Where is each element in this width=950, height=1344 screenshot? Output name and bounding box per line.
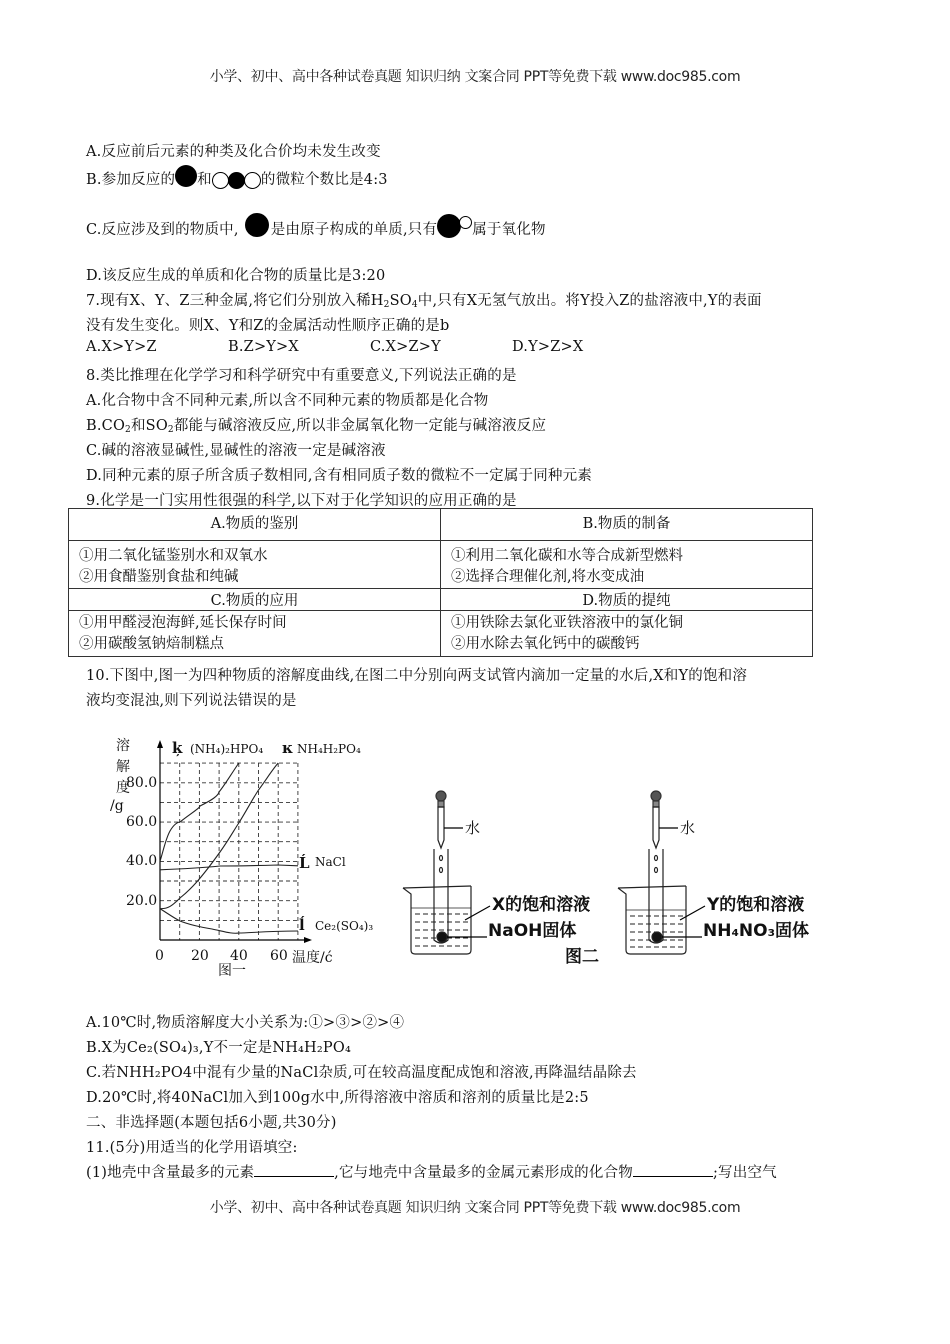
- black-atom-icon: [245, 213, 269, 237]
- q11-p1-text: ,它与地壳中含量最多的金属元素形成的化合物: [334, 1165, 633, 1181]
- q8-option-c: C.碱的溶液显碱性,显碱性的溶液一定是碱溶液: [86, 443, 386, 459]
- y-tick-20: 20.0: [126, 893, 158, 909]
- subscript: 2: [167, 425, 174, 435]
- q9-table: [68, 508, 813, 657]
- beaker-x: [403, 791, 490, 954]
- cell-line: ①用甲醛浸泡海鲜,延长保存时间: [79, 615, 287, 631]
- y-axis-label-1: 溶: [116, 738, 130, 754]
- q7-option-c: C.X>Z>Y: [370, 339, 441, 355]
- q11-part1: [86, 1161, 777, 1182]
- cell-line: ②用水除去氧化钙中的碳酸钙: [451, 636, 640, 652]
- water-label-x: 水: [465, 819, 481, 837]
- q6-c-prefix: C.反应涉及到的物质中,: [86, 222, 239, 238]
- chart-legend: [172, 739, 373, 934]
- curve-ce2so43: [160, 909, 298, 934]
- test-tube-icon: [434, 849, 448, 943]
- q11-stem: 11.(5分)用适当的化学用语填空:: [86, 1140, 298, 1156]
- x-tick-40: 40: [230, 948, 248, 964]
- y-solid-label: NH₄NO₃固体: [703, 921, 810, 941]
- header-watermark: 小学、初中、高中各种试卷真题 知识归纳 文案合同 PPT等免费下载 www.doc985.com: [209, 69, 741, 85]
- y-tick-40: 40.0: [126, 853, 158, 869]
- q8-option-b: [86, 414, 546, 435]
- cell-line: ①用二氧化锰鉴别水和双氧水: [79, 547, 268, 564]
- q8-option-d: D.同种元素的原子所含质子数相同,含有相同质子数的微粒不一定属于同种元素: [86, 468, 593, 484]
- y-axis-arrow-icon: [157, 740, 163, 748]
- q8-option-a: A.化合物中含不同种元素,所以含不同种元素的物质都是化合物: [86, 393, 489, 409]
- legend-mark-4: ĺ: [299, 916, 305, 934]
- q6-option-d: D.该反应生成的单质和化合物的质量比是3:20: [86, 268, 386, 284]
- legend-label-4: Ce₂(SO₄)₃: [315, 919, 374, 933]
- y-tick-labels: [110, 737, 157, 909]
- y-tick-80: 80.0: [126, 775, 158, 791]
- y-tick-60: 60.0: [126, 814, 158, 830]
- x-tick-60: 60: [270, 948, 288, 964]
- q11-p1-text: (1)地壳中含量最多的元素: [86, 1165, 255, 1181]
- table-header-d: D.物质的提纯: [441, 589, 813, 611]
- beaker-icon: [403, 886, 471, 954]
- q11-p1-text: ;写出空气: [712, 1165, 777, 1181]
- cell-line: ①用铁除去氯化亚铁溶液中的氯化铜: [451, 615, 683, 631]
- q7-stem-part: SO: [389, 293, 412, 309]
- beaker-icon: [618, 886, 686, 954]
- table-header-c: C.物质的应用: [69, 589, 441, 611]
- y-axis-label-4: /g: [110, 798, 124, 814]
- q7-stem-line2: 没有发生变化。则X、Y和Z的金属活动性顺序正确的是b: [86, 318, 450, 334]
- test-tube-icon: [649, 849, 663, 943]
- q6-b-suffix: 的微粒个数比是4:3: [260, 172, 388, 188]
- solid-particle-icon: [652, 932, 662, 942]
- beaker-diagram: [395, 780, 815, 970]
- q10-option-b: B.X为Ce₂(SO₄)₃,Y不一定是NH₄H₂PO₄: [86, 1040, 351, 1056]
- q7-stem: [86, 289, 762, 310]
- q8-stem: 8.类比推理在化学学习和科学研究中有重要意义,下列说法正确的是: [86, 368, 517, 384]
- y-axis-label-2: 解: [116, 759, 130, 775]
- q6-option-c: [86, 218, 546, 239]
- answer-blank-1[interactable]: [254, 1162, 334, 1177]
- oxide-molecule-icon: [437, 222, 472, 238]
- q6-c-suffix: 属于氧化物: [472, 222, 546, 238]
- axes: [160, 746, 306, 940]
- grid: [160, 763, 298, 940]
- table-cell-c: [69, 611, 441, 657]
- q7-option-b: B.Z>Y>X: [228, 339, 299, 355]
- footer-watermark: 小学、初中、高中各种试卷真题 知识归纳 文案合同 PPT等免费下载 www.doc985.com: [209, 1200, 741, 1216]
- beaker-y: [618, 791, 705, 954]
- subscript: 2: [383, 300, 390, 310]
- table-cell-b: [441, 541, 813, 589]
- x-solid-label: NaOH固体: [488, 921, 577, 941]
- dropper-bulb-icon: [436, 791, 446, 801]
- q7-stem-part: 7.现有X、Y、Z三种金属,将它们分别放入稀H: [86, 293, 384, 309]
- dropper-icon: [438, 807, 444, 848]
- q9-stem: 9.化学是一门实用性很强的科学,以下对于化学知识的应用正确的是: [86, 493, 517, 509]
- q6-option-b: [86, 168, 388, 189]
- q7-stem-part: 中,只有X无氢气放出。将Y投入Z的盐溶液中,Y的表面: [417, 293, 762, 309]
- q6-c-mid: 是由原子构成的单质,只有: [270, 222, 438, 238]
- q7-option-a: A.X>Y>Z: [86, 339, 157, 355]
- legend-label-3: NaCl: [315, 855, 346, 869]
- q7-option-d: D.Y>Z>X: [512, 339, 584, 355]
- q10-stem-line2: 液均变混浊,则下列说法错误的是: [86, 693, 297, 709]
- cell-line: ②用碳酸氢钠焙制糕点: [79, 636, 224, 652]
- section-2-title: 二、非选择题(本题包括6小题,共30分): [86, 1115, 337, 1131]
- solid-particle-icon: [437, 932, 447, 942]
- answer-blank-2[interactable]: [633, 1162, 713, 1177]
- q6-option-a: A.反应前后元素的种类及化合价均未发生改变: [86, 144, 381, 160]
- x-axis-label: 温度/ć: [292, 950, 333, 966]
- dropper-icon: [653, 807, 659, 848]
- q6-b-mid: 和: [197, 172, 212, 188]
- table-cell-d: [441, 611, 813, 657]
- subscript: 2: [125, 425, 131, 435]
- dropper-bulb-icon: [651, 791, 661, 801]
- q10-option-a: A.10℃时,物质溶解度大小关系为:①>③>②>④: [86, 1015, 405, 1031]
- q10-option-c: C.若NHH₂PO4中混有少量的NaCl杂质,可在较高温度配成饱和溶液,再降温结晶除去: [86, 1065, 637, 1081]
- figure1-caption: 图一: [218, 963, 246, 979]
- q8-b-part: 都能与碱溶液反应,所以非金属氧化物一定能与碱溶液反应: [173, 418, 547, 434]
- water-label-y: 水: [680, 819, 696, 837]
- y-axis-label-3: 度: [116, 780, 130, 796]
- subscript: 4: [411, 300, 418, 310]
- legend-label-1: (NH₄)₂HPO₄: [190, 742, 264, 756]
- cell-line: ①利用二氧化碳和水等合成新型燃料: [451, 547, 683, 564]
- molecule-icon: [212, 172, 261, 188]
- x-tick-labels: [155, 948, 333, 979]
- figure2-caption: 图二: [565, 947, 599, 967]
- solubility-chart: [100, 730, 380, 980]
- cell-line: ②选择合理催化剂,将水变成油: [451, 568, 645, 585]
- q8-b-part: 和SO: [130, 418, 168, 434]
- q10-stem: 10.下图中,图一为四种物质的溶解度曲线,在图二中分别向两支试管内滴加一定量的水后,X和Y的饱和溶: [86, 668, 748, 684]
- curve-nacl: [160, 865, 298, 870]
- cell-line: ②用食醋鉴别食盐和纯碱: [79, 568, 239, 585]
- table-header-a: A.物质的鉴别: [69, 509, 441, 541]
- legend-label-2: NH₄H₂PO₄: [297, 742, 361, 756]
- legend-mark-1: ķ: [172, 739, 183, 757]
- table-cell-a: [69, 541, 441, 589]
- legend-mark-2: ĸ: [282, 739, 293, 757]
- y-solution-label: Y的饱和溶液: [707, 895, 805, 915]
- q6-b-prefix: B.参加反应的: [86, 172, 176, 188]
- black-atom-icon: [175, 165, 197, 187]
- table-header-b: B.物质的制备: [441, 509, 813, 541]
- x-axis-arrow-icon: [304, 937, 312, 943]
- legend-mark-3: Ĺ: [299, 854, 310, 872]
- x-tick-20: 20: [191, 948, 209, 964]
- x-tick-0: 0: [155, 948, 164, 964]
- q8-b-part: B.CO: [86, 418, 126, 434]
- x-solution-label: X的饱和溶液: [492, 895, 591, 915]
- q10-option-d: D.20℃时,将40NaCl加入到100g水中,所得溶液中溶质和溶剂的质量比是2:5: [86, 1090, 589, 1106]
